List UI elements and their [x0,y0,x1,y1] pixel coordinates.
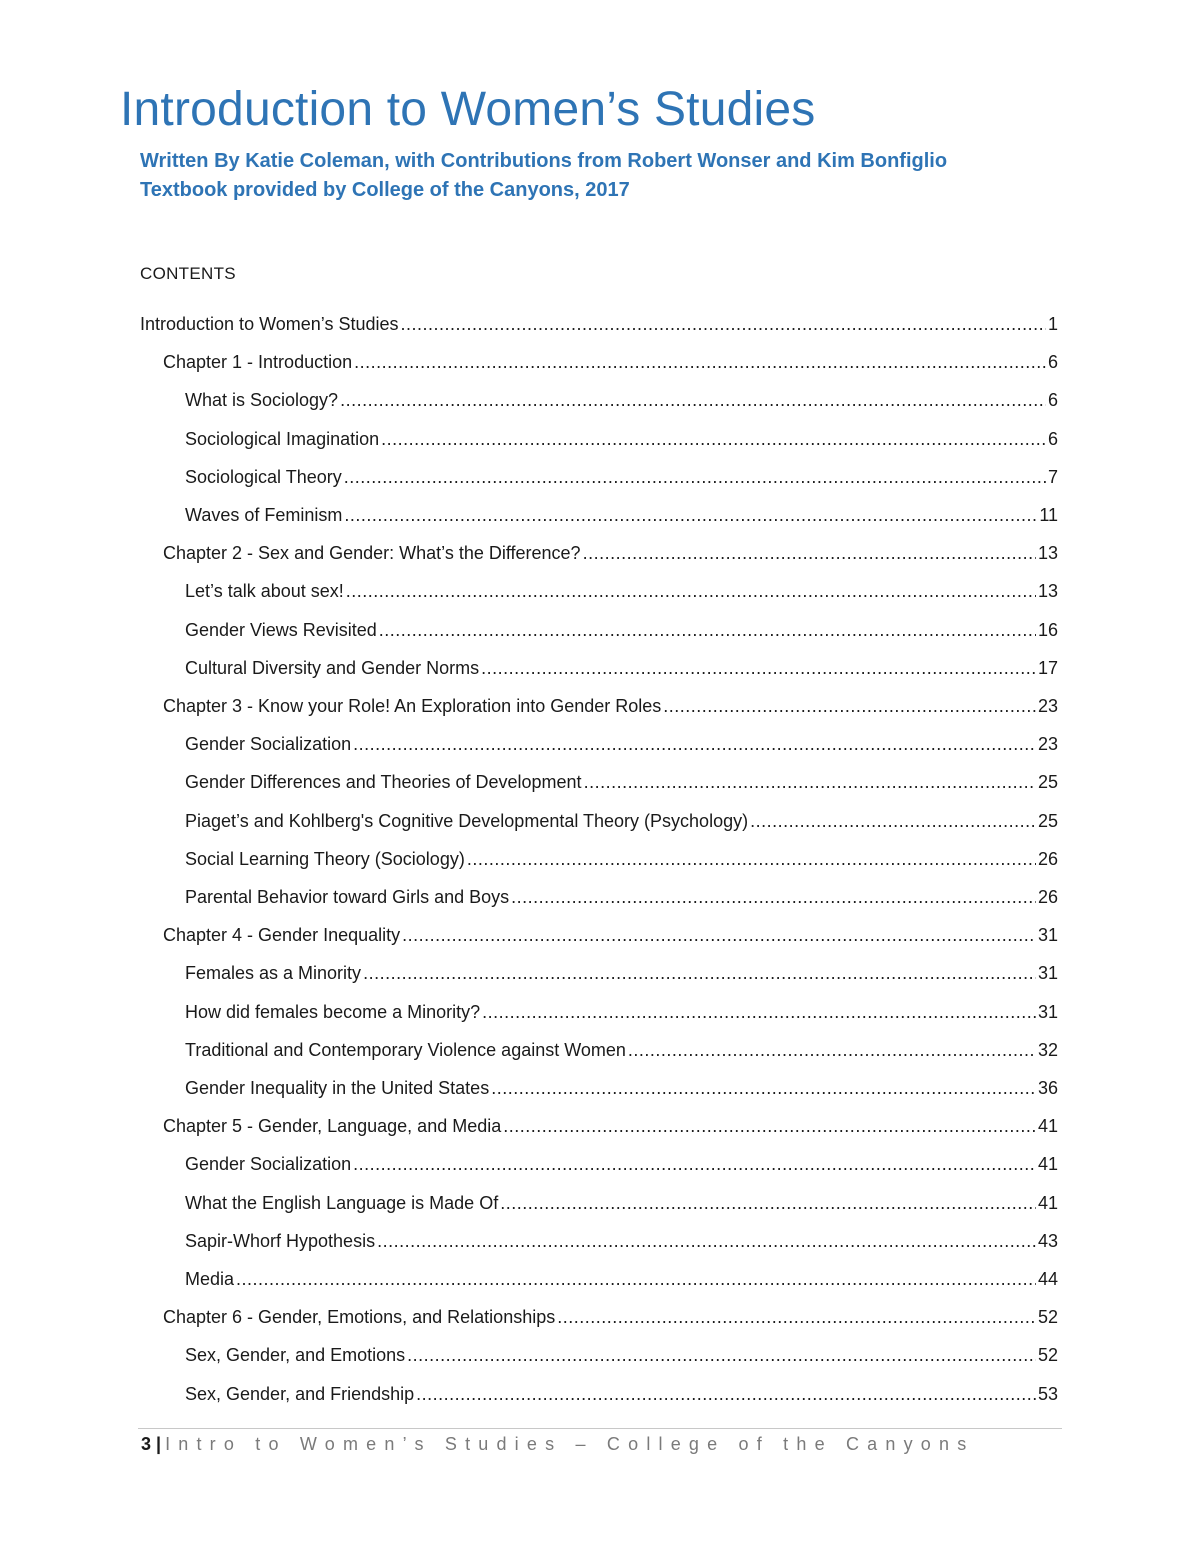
toc-leader-dots [416,1382,1036,1406]
toc-leader-dots [407,1343,1036,1367]
toc-entry-page: 52 [1037,1307,1058,1328]
toc-entry-page: 6 [1047,428,1058,449]
toc-entry-label: Sociological Imagination [185,428,380,449]
toc-entry-label: Chapter 2 - Sex and Gender: What’s the Difference? [163,543,581,564]
toc-entry-label: Gender Differences and Theories of Development [185,772,582,793]
toc-entry[interactable] [185,1191,1058,1215]
toc-entry[interactable] [185,1343,1058,1367]
toc-entry-label: Chapter 5 - Gender, Language, and Media [163,1116,502,1137]
toc-leader-dots [628,1038,1036,1062]
toc-entry[interactable] [185,1000,1058,1024]
toc-leader-dots [379,618,1036,642]
toc-entry-page: 52 [1037,1345,1058,1366]
toc-leader-dots [353,1152,1036,1176]
author-byline: Written By Katie Coleman, with Contributions from Robert Wonser and Kim Bonfiglio [140,150,948,172]
toc-leader-dots [363,961,1036,985]
toc-entry[interactable] [185,579,1058,603]
toc-entry-label: Sapir-Whorf Hypothesis [185,1230,376,1251]
toc-entry[interactable] [163,1305,1058,1329]
toc-entry-page: 13 [1037,581,1058,602]
toc-leader-dots [344,503,1037,527]
toc-entry[interactable] [185,465,1058,489]
toc-entry-page: 23 [1037,696,1058,716]
toc-entry-label: Gender Socialization [185,1154,352,1175]
toc-entry-page: 41 [1037,1192,1058,1213]
toc-leader-dots [353,732,1036,756]
toc-entry-label: Chapter 1 - Introduction [163,352,353,373]
toc-entry-page: 43 [1037,1230,1058,1251]
toc-entry-page: 31 [1037,1001,1058,1022]
toc-leader-dots [340,388,1046,412]
toc-leader-dots [491,1076,1036,1100]
toc-entry[interactable] [185,1076,1058,1100]
toc-entry-page: 32 [1037,1039,1058,1060]
toc-entry[interactable] [163,350,1058,374]
toc-entry[interactable] [163,923,1058,947]
toc-entry[interactable] [185,1038,1058,1062]
toc-entry-page: 11 [1039,505,1058,525]
toc-entry[interactable] [185,847,1058,871]
toc-entry[interactable] [185,388,1058,412]
toc-entry[interactable] [140,312,1058,336]
toc-leader-dots [583,541,1036,565]
toc-entry-page: 1 [1047,314,1058,334]
toc-entry-label: Sex, Gender, and Emotions [185,1345,406,1366]
toc-entry[interactable] [185,1267,1058,1291]
toc-entry-page: 41 [1037,1154,1058,1175]
toc-leader-dots [236,1267,1036,1291]
toc-entry-label: Gender Socialization [185,734,352,755]
document-title: Introduction to Women’s Studies [120,83,816,136]
contents-heading: CONTENTS [140,264,236,283]
toc-leader-dots [346,579,1036,603]
toc-entry-page: 26 [1037,848,1058,869]
toc-entry-label: Females as a Minority [185,963,362,984]
toc-entry-label: Piaget’s and Kohlberg's Cognitive Developmental Theory (Psychology) [185,810,749,831]
toc-entry[interactable] [185,961,1058,985]
toc-entry-page: 31 [1037,963,1058,984]
toc-entry-page: 31 [1037,925,1058,946]
page-footer [141,1434,974,1455]
toc-leader-dots [511,885,1036,909]
toc-leader-dots [500,1191,1036,1215]
toc-entry-label: Gender Inequality in the United States [185,1078,490,1098]
toc-leader-dots [402,923,1036,947]
toc-entry[interactable] [185,809,1058,833]
footer-running-title: Intro to Women’s Studies – College of the Canyons [165,1434,975,1454]
toc-leader-dots [482,1000,1036,1024]
toc-leader-dots [481,656,1036,680]
toc-entry-page: 23 [1037,734,1058,755]
toc-entry-label: What is Sociology? [185,390,339,411]
toc-entry[interactable] [185,656,1058,680]
toc-entry-label: Chapter 3 - Know your Role! An Exploration into Gender Roles [163,696,662,716]
toc-entry-label: Gender Views Revisited [185,619,377,640]
toc-entry-label: Parental Behavior toward Girls and Boys [185,887,510,907]
toc-entry-label: Introduction to Women’s Studies [140,314,399,334]
toc-leader-dots [584,770,1036,794]
publisher-line: Textbook provided by College of the Canyons, 2017 [140,179,630,201]
footer-page-number: 3 | [141,1434,162,1454]
toc-entry-label: How did females become a Minority? [185,1001,481,1022]
toc-entry-label: Social Learning Theory (Sociology) [185,848,465,869]
toc-entry-page: 13 [1037,543,1058,564]
toc-entry-label: Chapter 6 - Gender, Emotions, and Relationships [163,1307,556,1328]
toc-entry-page: 16 [1037,619,1058,640]
toc-entry[interactable] [185,885,1058,909]
toc-entry-page: 17 [1037,657,1058,678]
toc-entry-label: Let’s talk about sex! [185,581,344,602]
toc-leader-dots [663,694,1036,718]
toc-entry-page: 6 [1047,352,1058,373]
toc-entry-label: What the English Language is Made Of [185,1192,499,1213]
toc-entry-label: Traditional and Contemporary Violence against Women [185,1039,626,1060]
toc-entry[interactable] [185,1152,1058,1176]
toc-entry-label: Sociological Theory [185,466,342,487]
toc-entry[interactable] [163,541,1058,565]
toc-entry[interactable] [185,770,1058,794]
toc-entry-label: Sex, Gender, and Friendship [185,1383,415,1404]
toc-leader-dots [750,809,1036,833]
toc-entry-label: Chapter 4 - Gender Inequality [163,925,401,946]
toc-leader-dots [503,1114,1036,1138]
toc-entry-label: Waves of Feminism [185,505,343,525]
toc-entry-page: 25 [1037,772,1058,793]
toc-entry[interactable] [185,427,1058,451]
toc-entry[interactable] [185,618,1058,642]
toc-leader-dots [354,350,1046,374]
toc-leader-dots [377,1229,1036,1253]
toc-leader-dots [400,312,1046,336]
toc-entry[interactable] [185,503,1058,527]
toc-entry-page: 44 [1037,1269,1058,1289]
toc-entry[interactable] [185,1229,1058,1253]
toc-entry-page: 6 [1047,390,1058,411]
toc-leader-dots [467,847,1036,871]
toc-leader-dots [381,427,1046,451]
toc-entry[interactable] [185,1382,1058,1406]
toc-entry-page: 25 [1037,810,1058,831]
toc-entry[interactable] [185,732,1058,756]
toc-leader-dots [557,1305,1036,1329]
toc-entry[interactable] [163,694,1058,718]
toc-entry-label: Cultural Diversity and Gender Norms [185,657,480,678]
toc-entry-page: 53 [1037,1383,1058,1404]
toc-entry-page: 26 [1037,887,1058,907]
toc-entry[interactable] [163,1114,1058,1138]
toc-entry-page: 7 [1047,466,1058,487]
toc-entry-label: Media [185,1269,235,1289]
toc-entry-page: 36 [1037,1078,1058,1098]
footer-divider [138,1428,1062,1429]
toc-leader-dots [344,465,1046,489]
toc-entry-page: 41 [1037,1116,1058,1137]
